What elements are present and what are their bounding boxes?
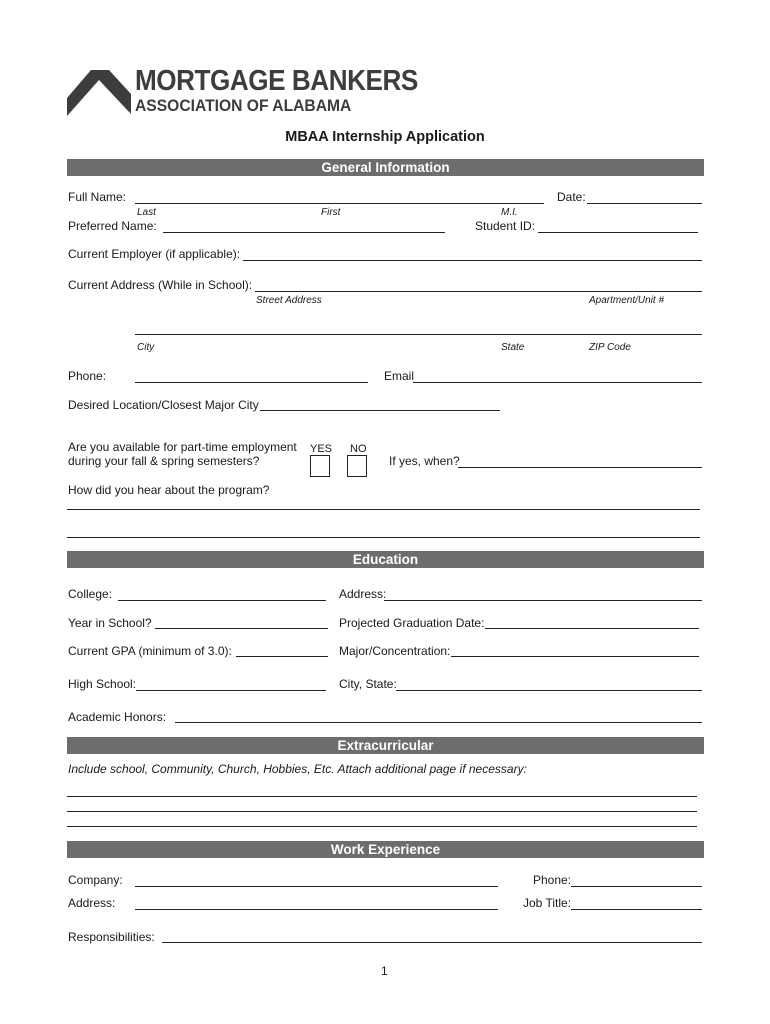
date-field[interactable]: [587, 203, 702, 204]
work-experience-header: Work Experience: [67, 841, 704, 858]
extracurricular-field-3[interactable]: [67, 826, 697, 827]
year-in-school-label: Year in School?: [68, 616, 152, 630]
street-address-field[interactable]: [255, 291, 702, 292]
no-label: NO: [350, 443, 367, 455]
academic-honors-field[interactable]: [175, 722, 702, 723]
responsibilities-field[interactable]: [162, 942, 702, 943]
high-school-label: High School:: [68, 677, 137, 691]
major-field[interactable]: [451, 656, 699, 657]
desired-location-field[interactable]: [260, 410, 500, 411]
education-header: Education: [67, 551, 704, 568]
yes-label: YES: [310, 443, 333, 455]
work-phone-label: Phone:: [533, 873, 572, 887]
education-address-field[interactable]: [384, 600, 702, 601]
major-label: Major/Concentration:: [339, 644, 451, 658]
house-roof-icon: [67, 70, 131, 116]
desired-location-label: Desired Location/Closest Major City: [68, 398, 259, 412]
current-employer-label: Current Employer (if applicable):: [68, 247, 241, 261]
work-address-field[interactable]: [135, 909, 498, 910]
logo-line2: ASSOCIATION OF ALABAMA: [135, 96, 352, 115]
street-address-sublabel: Street Address: [256, 295, 322, 306]
hear-about-label: How did you hear about the program?: [68, 483, 270, 497]
if-yes-field[interactable]: [458, 467, 702, 468]
no-checkbox[interactable]: [347, 455, 367, 477]
student-id-field[interactable]: [538, 232, 698, 233]
projected-graduation-field[interactable]: [485, 628, 699, 629]
first-sublabel: First: [321, 207, 341, 218]
availability-question-line2: during your fall & spring semesters?: [68, 454, 260, 468]
work-address-label: Address:: [68, 896, 116, 910]
email-label: Email: [384, 369, 415, 383]
projected-graduation-label: Projected Graduation Date:: [339, 616, 485, 630]
yes-checkbox[interactable]: [310, 455, 330, 477]
job-title-field[interactable]: [571, 909, 702, 910]
general-information-header: General Information: [67, 159, 704, 176]
extracurricular-instructions: Include school, Community, Church, Hobbies, Etc. Attach additional page if necessary:: [68, 762, 527, 776]
last-sublabel: Last: [137, 207, 156, 218]
city-state-field[interactable]: [396, 690, 702, 691]
extracurricular-header: Extracurricular: [67, 737, 704, 754]
gpa-label: Current GPA (minimum of 3.0):: [68, 644, 232, 658]
date-label: Date:: [557, 190, 586, 204]
hear-about-field-1[interactable]: [67, 509, 700, 510]
college-field[interactable]: [118, 600, 326, 601]
company-field[interactable]: [135, 886, 498, 887]
logo-line1: MORTGAGE BANKERS: [135, 65, 418, 97]
extracurricular-field-2[interactable]: [67, 811, 697, 812]
work-phone-field[interactable]: [571, 886, 702, 887]
year-in-school-field[interactable]: [155, 628, 328, 629]
current-employer-field[interactable]: [243, 260, 702, 261]
education-address-label: Address:: [339, 587, 387, 601]
apartment-unit-sublabel: Apartment/Unit #: [589, 295, 665, 306]
hear-about-field-2[interactable]: [67, 537, 700, 538]
phone-field[interactable]: [135, 382, 368, 383]
city-state-label: City, State:: [339, 677, 397, 691]
city-sublabel: City: [137, 342, 155, 353]
state-sublabel: State: [501, 342, 525, 353]
phone-label: Phone:: [68, 369, 107, 383]
email-field[interactable]: [413, 382, 702, 383]
company-label: Company:: [68, 873, 123, 887]
high-school-field[interactable]: [136, 690, 326, 691]
if-yes-label: If yes, when?: [389, 454, 460, 468]
responsibilities-label: Responsibilities:: [68, 930, 155, 944]
current-address-label: Current Address (While in School):: [68, 278, 253, 292]
job-title-label: Job Title:: [523, 896, 572, 910]
extracurricular-field-1[interactable]: [67, 796, 697, 797]
student-id-label: Student ID:: [475, 219, 536, 233]
page-title: MBAA Internship Application: [285, 129, 485, 145]
academic-honors-label: Academic Honors:: [68, 710, 167, 724]
gpa-field[interactable]: [236, 656, 328, 657]
availability-question-line1: Are you available for part-time employment: [68, 440, 297, 454]
city-state-zip-field[interactable]: [135, 334, 702, 335]
full-name-label: Full Name:: [68, 190, 127, 204]
page-number: 1: [381, 964, 388, 978]
mi-sublabel: M.I.: [501, 207, 518, 218]
preferred-name-label: Preferred Name:: [68, 219, 157, 233]
preferred-name-field[interactable]: [163, 232, 445, 233]
college-label: College:: [68, 587, 113, 601]
full-name-field[interactable]: [135, 203, 544, 204]
zip-sublabel: ZIP Code: [589, 342, 631, 353]
